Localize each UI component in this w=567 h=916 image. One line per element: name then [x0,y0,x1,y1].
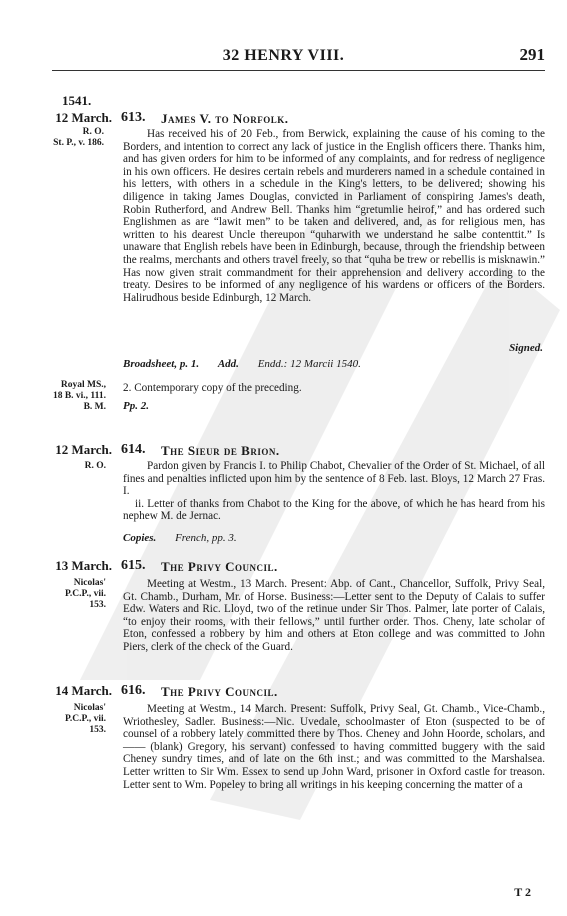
entry-date: 12 March. [55,110,112,125]
entry-source: R. O. St. P., v. 186. [53,127,104,148]
entry-heading: The Privy Council. [161,559,278,574]
signature-mark: T 2 [514,885,531,899]
entry-text: Meeting at Westm., 13 March. Present: Abp. of Cant., Chancellor, Suffolk, Privy Seal, Gt. Chamb., Durham, Mr. of Horse. Business:—Letter sent to the Deputy of Calais to suffer Edw. Waters and Ric. Lloyd, two of the retinue under Sir Thos. Palmer, late porter of Calais, “to enjoy their rooms, with their fellows,” until further order. Thos. Cheny, late scholar of Eton, confessed a robbery by him and others at Eton college and was committed to John Piers, clerk of the check of the Guard. [123,578,545,653]
entry-text: 2. Contemporary copy of the preceding. [123,382,302,394]
entry-source: Nicolas' P.C.P., vii. 153. [64,703,106,735]
header-rule [52,70,545,71]
entry-text: Meeting at Westm., 14 March. Present: Suffolk, Privy Seal, Gt. Chamb., Vice-Chamb., Wriothesley, Sadler. Business:—Nic. Uvedale, schoolmaster of Eton (suspected to be of counsel of a robbery lately committed there by Thos. Cheney and John Hoorde, scholars, and —— (blank) Gregory, his servant) confessed to having committed buggery with the said Cheney sundry times, and of late on the 6th inst.; and was committed to the Marshalsea. Letter written to Sir Wm. Essex to send up John Ward, prisoner in Oxford castle for treason. Letter sent to Wm. Popeley to bring all writings in his keeping concerning the matter of a [123,703,545,791]
entry-source: R. O. [84,461,106,471]
entry-number: 613. [121,110,146,125]
entry-heading: The Sieur de Brion. [161,443,280,458]
signed-note: Signed. [509,342,543,354]
entry-date: 13 March. [55,558,112,573]
running-head: 32 HENRY VIII. [222,47,345,64]
entry-number: 616. [121,683,146,698]
entry-source: Royal MS., 18 B. vi., 111. B. M. [52,380,106,412]
year-heading: 1541. [62,93,92,108]
entry-heading: James V. to Norfolk. [161,111,289,126]
entry-meta: Pp. 2. [123,400,149,412]
entry-number: 615. [121,558,146,573]
entry-text: Pardon given by Francis I. to Philip Chabot, Chevalier of the Order of St. Michael, of all fines and penalties inflicted upon him by the sentence of 8 Feb. last. Bloys, 12 March 27 Fras. I. ii. Letter of thanks from Chabot to the King for the above, of which he has heard from his nephew M. de Jernac. [123,460,545,523]
entry-date: 12 March. [55,442,112,457]
entry-text: Has received his of 20 Feb., from Berwick, explaining the cause of his coming to the Borders, and intention to correct any lack of justice in the English officers there. Thanks him, and has given orders for him to be informed of any complaints, and for redress of negligence in his own officers. He desires certain rebels and murderers named in a schedule contained in his letters, with others in a schedule in the King's letters, to be delivered; showing his diligence in taking James Douglas, convicted in Parliament of conspiring James's death, Robin Rutherford, and Andrew Bell. Thanks him “gretumlie heirof,” and has ordered such Englishmen as are “lawit men” to be taken and delivered, and, as for religious men, has written to his dearest Uncle thereupon “quharwith we understand he salbe contenttit.” Is unaware that English rebels have been in Edinburgh, because, through the friendship between the realms, merchants and others travel freely, so that “quha be trew or rebellis is misknawin.” Has now given strait commandment for their apprehension and delivery according to the treaty. Desires to be informed of any negligence of his wardens or officers of the Borders. Halirudhous beside Edinburgh, 12 March. [123,128,545,304]
entry-date: 14 March. [55,683,112,698]
entry-source: Nicolas' P.C.P., vii. 153. [64,578,106,610]
entry-heading: The Privy Council. [161,684,278,699]
entry-number: 614. [121,442,146,457]
entry-meta: Broadsheet, p. 1. Add. Endd.: 12 Marcii 1540. [123,358,361,370]
entry-meta: Copies. French, pp. 3. [123,532,237,544]
page-number: 291 [519,45,545,64]
